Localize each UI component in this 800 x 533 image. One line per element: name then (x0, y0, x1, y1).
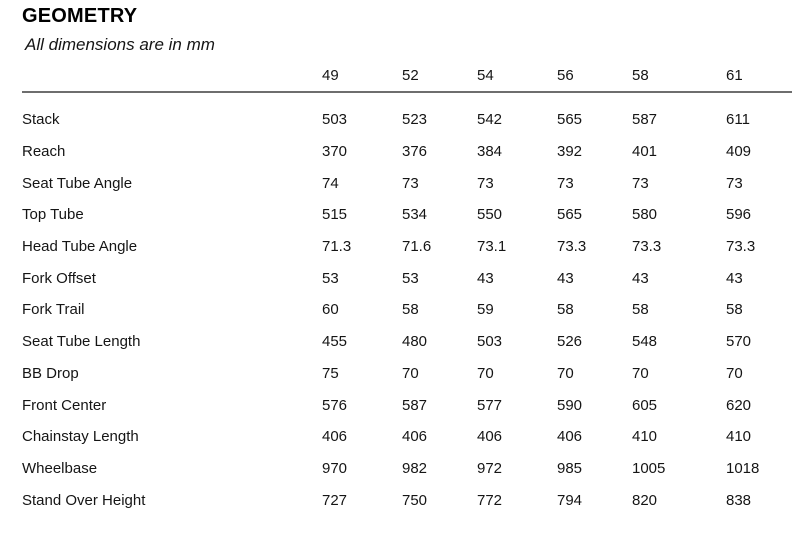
row-value: 58 (402, 301, 419, 319)
size-header: 56 (557, 67, 574, 84)
row-value: 820 (632, 491, 658, 509)
table-row (22, 231, 792, 263)
row-value: 409 (726, 143, 752, 161)
row-value: 526 (557, 333, 583, 351)
row-value: 838 (726, 491, 752, 509)
row-value: 73 (557, 174, 574, 192)
size-header: 49 (322, 67, 339, 84)
row-value: 70 (632, 364, 649, 382)
row-value: 565 (557, 111, 583, 129)
row-value: 590 (557, 396, 583, 414)
row-value: 1018 (726, 459, 760, 477)
row-label: Top Tube (22, 206, 84, 224)
row-value: 58 (726, 301, 743, 319)
table-row (22, 484, 792, 516)
row-value: 565 (557, 206, 583, 224)
table-row (22, 136, 792, 168)
row-value: 985 (557, 459, 583, 477)
row-label: BB Drop (22, 364, 79, 382)
page-title: GEOMETRY (22, 5, 138, 27)
table-row (22, 167, 792, 199)
row-value: 534 (402, 206, 428, 224)
row-value: 75 (322, 364, 339, 382)
row-value: 772 (477, 491, 503, 509)
page-subtitle: All dimensions are in mm (25, 35, 215, 54)
row-label: Seat Tube Length (22, 333, 141, 351)
row-value: 43 (557, 269, 574, 287)
row-value: 480 (402, 333, 428, 351)
header-divider (22, 91, 792, 93)
row-value: 596 (726, 206, 752, 224)
row-value: 71.3 (322, 238, 352, 256)
row-label: Fork Trail (22, 301, 85, 319)
size-header-row (22, 68, 792, 83)
table-row (22, 421, 792, 453)
row-value: 503 (477, 333, 503, 351)
row-value: 73 (726, 174, 743, 192)
row-label: Head Tube Angle (22, 238, 138, 256)
size-header: 52 (402, 67, 419, 84)
row-value: 401 (632, 143, 658, 161)
row-value: 70 (402, 364, 419, 382)
row-value: 972 (477, 459, 503, 477)
row-value: 587 (632, 111, 658, 129)
row-label: Fork Offset (22, 269, 96, 287)
row-value: 503 (322, 111, 348, 129)
row-label: Seat Tube Angle (22, 174, 133, 192)
row-value: 406 (477, 428, 503, 446)
row-value: 70 (726, 364, 743, 382)
row-value: 620 (726, 396, 752, 414)
table-row (22, 104, 792, 136)
row-value: 73.3 (632, 238, 662, 256)
row-value: 406 (557, 428, 583, 446)
row-value: 727 (322, 491, 348, 509)
row-value: 611 (726, 111, 750, 129)
row-value: 515 (322, 206, 348, 224)
table-row (22, 358, 792, 390)
row-value: 750 (402, 491, 428, 509)
row-value: 73 (632, 174, 649, 192)
row-value: 794 (557, 491, 583, 509)
row-value: 577 (477, 396, 503, 414)
row-label: Chainstay Length (22, 428, 139, 446)
row-value: 53 (402, 269, 419, 287)
row-value: 392 (557, 143, 583, 161)
row-value: 53 (322, 269, 339, 287)
row-value: 542 (477, 111, 503, 129)
row-value: 384 (477, 143, 503, 161)
table-row (22, 294, 792, 326)
size-header: 58 (632, 67, 649, 84)
row-value: 70 (477, 364, 494, 382)
row-label: Stand Over Height (22, 491, 146, 509)
size-header: 61 (726, 67, 743, 84)
row-label: Wheelbase (22, 459, 98, 477)
row-value: 548 (632, 333, 658, 351)
row-value: 43 (726, 269, 743, 287)
row-value: 73 (477, 174, 494, 192)
row-value: 455 (322, 333, 348, 351)
row-value: 59 (477, 301, 494, 319)
row-value: 406 (402, 428, 428, 446)
table-row (22, 262, 792, 294)
row-value: 970 (322, 459, 348, 477)
row-label: Stack (22, 111, 60, 129)
table-row (22, 453, 792, 485)
row-value: 43 (632, 269, 649, 287)
row-label: Reach (22, 143, 66, 161)
row-value: 73.3 (557, 238, 587, 256)
table-row (22, 199, 792, 231)
row-value: 58 (632, 301, 649, 319)
row-value: 74 (322, 174, 339, 192)
row-value: 576 (322, 396, 348, 414)
row-value: 60 (322, 301, 339, 319)
row-value: 70 (557, 364, 574, 382)
row-value: 570 (726, 333, 752, 351)
row-value: 73.3 (726, 238, 756, 256)
row-value: 587 (402, 396, 428, 414)
row-label: Front Center (22, 396, 107, 414)
row-value: 550 (477, 206, 503, 224)
row-value: 1005 (632, 459, 666, 477)
row-value: 580 (632, 206, 658, 224)
row-value: 73.1 (477, 238, 507, 256)
row-value: 982 (402, 459, 428, 477)
geometry-table (22, 104, 792, 516)
table-row (22, 326, 792, 358)
row-value: 73 (402, 174, 419, 192)
row-value: 605 (632, 396, 658, 414)
row-value: 410 (632, 428, 658, 446)
row-value: 410 (726, 428, 752, 446)
size-header: 54 (477, 67, 494, 84)
table-row (22, 389, 792, 421)
row-value: 58 (557, 301, 574, 319)
row-value: 376 (402, 143, 428, 161)
row-value: 523 (402, 111, 428, 129)
row-value: 71.6 (402, 238, 432, 256)
row-value: 370 (322, 143, 348, 161)
row-value: 43 (477, 269, 494, 287)
row-value: 406 (322, 428, 348, 446)
